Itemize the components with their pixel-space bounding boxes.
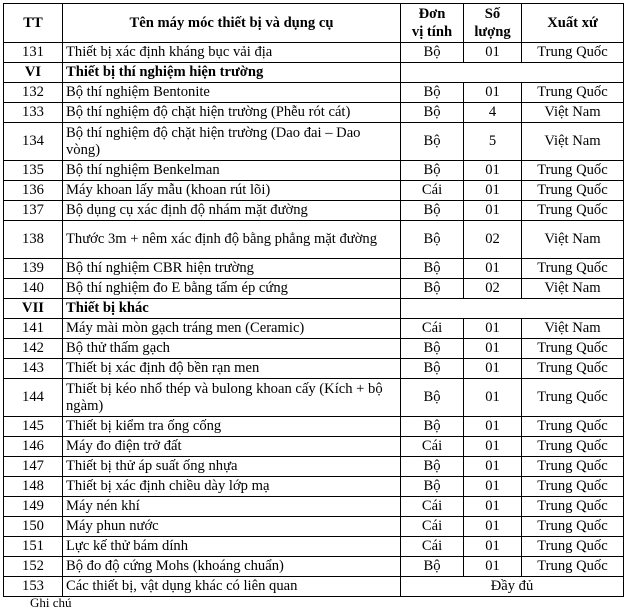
table-row <box>4 379 624 417</box>
cell-origin: Trung Quốc <box>522 379 624 417</box>
table-body <box>4 43 624 597</box>
cell-tt: 143 <box>4 359 63 379</box>
cell-unit: Bộ <box>401 43 464 63</box>
cell-unit: Cái <box>401 497 464 517</box>
cell-qty: 02 <box>464 279 522 299</box>
cell-unit: Bộ <box>401 83 464 103</box>
header-qty <box>464 4 522 43</box>
cell-unit: Bộ <box>401 279 464 299</box>
cell-tt: 150 <box>4 517 63 537</box>
cell-unit: Bộ <box>401 457 464 477</box>
cell-name: Bộ đo độ cứng Mohs (khoáng chuẩn) <box>63 557 401 577</box>
cell-empty <box>401 63 624 83</box>
cell-unit: Bộ <box>401 123 464 161</box>
section-row <box>4 63 624 83</box>
cell-name: Bộ thí nghiệm CBR hiện trường <box>63 259 401 279</box>
cell-origin: Việt Nam <box>522 103 624 123</box>
cell-unit: Cái <box>401 437 464 457</box>
cell-qty: 01 <box>464 43 522 63</box>
cell-unit: Bộ <box>401 359 464 379</box>
cell-origin: Trung Quốc <box>522 557 624 577</box>
header-name: Tên máy móc thiết bị và dụng cụ <box>63 4 401 43</box>
footer-note-fragment: Ghi chú <box>30 595 72 610</box>
cell-origin: Trung Quốc <box>522 339 624 359</box>
cell-origin: Trung Quốc <box>522 537 624 557</box>
table-row <box>4 259 624 279</box>
cell-qty: 01 <box>464 517 522 537</box>
cell-name: Bộ thí nghiệm Bentonite <box>63 83 401 103</box>
cell-tt: 142 <box>4 339 63 359</box>
cell-name: Bộ dụng cụ xác định độ nhám mặt đường <box>63 201 401 221</box>
cell-qty: 02 <box>464 221 522 259</box>
cell-tt: 139 <box>4 259 63 279</box>
cell-unit: Bộ <box>401 557 464 577</box>
cell-unit: Bộ <box>401 103 464 123</box>
cell-qty: 01 <box>464 83 522 103</box>
table-row <box>4 319 624 339</box>
cell-name: Bộ thí nghiệm đo E bằng tấm ép cứng <box>63 279 401 299</box>
table-row <box>4 83 624 103</box>
table-row <box>4 339 624 359</box>
table-row <box>4 181 624 201</box>
cell-tt: VI <box>4 63 63 83</box>
cell-qty: 01 <box>464 319 522 339</box>
header-qty-line1: Số <box>484 6 501 22</box>
cell-tt: 146 <box>4 437 63 457</box>
cell-unit: Bộ <box>401 339 464 359</box>
cell-qty: 01 <box>464 457 522 477</box>
cell-qty: 01 <box>464 339 522 359</box>
cell-qty: 01 <box>464 537 522 557</box>
cell-unit: Cái <box>401 319 464 339</box>
cell-tt: 153 <box>4 577 63 597</box>
equipment-table <box>3 3 624 597</box>
cell-tt: 141 <box>4 319 63 339</box>
cell-tt: 140 <box>4 279 63 299</box>
table-row <box>4 359 624 379</box>
cell-qty: 01 <box>464 417 522 437</box>
cell-qty: 01 <box>464 557 522 577</box>
cell-unit: Bộ <box>401 221 464 259</box>
cell-origin: Việt Nam <box>522 279 624 299</box>
section-title: Thiết bị thí nghiệm hiện trường <box>63 63 401 83</box>
cell-origin: Trung Quốc <box>522 359 624 379</box>
cell-name: Thiết bị thử áp suất ống nhựa <box>63 457 401 477</box>
cell-name: Thiết bị xác định chiều dày lớp mạ <box>63 477 401 497</box>
cell-unit: Cái <box>401 537 464 557</box>
cell-qty: 01 <box>464 181 522 201</box>
cell-tt: 133 <box>4 103 63 123</box>
cell-name: Thiết bị xác định độ bền rạn men <box>63 359 401 379</box>
cell-unit: Bộ <box>401 161 464 181</box>
cell-name: Bộ thí nghiệm độ chặt hiện trường (Phễu rót cát) <box>63 103 401 123</box>
cell-origin: Việt Nam <box>522 123 624 161</box>
cell-tt: 134 <box>4 123 63 161</box>
table-row <box>4 221 624 259</box>
cell-qty: 01 <box>464 379 522 417</box>
cell-name: Thước 3m + nêm xác định độ bằng phẳng mặt đường <box>63 221 401 259</box>
cell-name: Thiết bị xác định kháng bục vải địa <box>63 43 401 63</box>
table-row <box>4 43 624 63</box>
cell-tt: 151 <box>4 537 63 557</box>
cell-origin: Trung Quốc <box>522 201 624 221</box>
cell-tt: 147 <box>4 457 63 477</box>
cell-tt: 135 <box>4 161 63 181</box>
header-origin: Xuất xứ <box>522 4 624 43</box>
table-row <box>4 477 624 497</box>
cell-origin: Việt Nam <box>522 319 624 339</box>
cell-name: Máy mài mòn gạch tráng men (Ceramic) <box>63 319 401 339</box>
table-row <box>4 517 624 537</box>
table-row <box>4 577 624 597</box>
section-row <box>4 299 624 319</box>
cell-origin: Trung Quốc <box>522 259 624 279</box>
cell-tt: 136 <box>4 181 63 201</box>
table-row <box>4 557 624 577</box>
cell-origin: Trung Quốc <box>522 161 624 181</box>
table-row <box>4 103 624 123</box>
cell-name: Máy khoan lấy mẫu (khoan rút lõi) <box>63 181 401 201</box>
cell-tt: 138 <box>4 221 63 259</box>
cell-name: Bộ thí nghiệm độ chặt hiện trường (Dao đai – Dao vòng) <box>63 123 401 161</box>
cell-unit: Cái <box>401 517 464 537</box>
cell-origin: Trung Quốc <box>522 83 624 103</box>
cell-tt: 131 <box>4 43 63 63</box>
header-tt: TT <box>4 4 63 43</box>
cell-name: Thiết bị kéo nhổ thép và bulong khoan cấy (Kích + bộ ngàm) <box>63 379 401 417</box>
cell-tt: 144 <box>4 379 63 417</box>
header-unit-line2: vị tính <box>411 24 453 40</box>
cell-name: Bộ thử thấm gạch <box>63 339 401 359</box>
cell-tt: 132 <box>4 83 63 103</box>
cell-origin: Trung Quốc <box>522 417 624 437</box>
table-row <box>4 123 624 161</box>
header-unit <box>401 4 464 43</box>
cell-tt: 145 <box>4 417 63 437</box>
cell-name: Lực kế thử bám dính <box>63 537 401 557</box>
cell-qty: 01 <box>464 497 522 517</box>
cell-merged-status: Đầy đủ <box>401 577 624 597</box>
cell-origin: Việt Nam <box>522 221 624 259</box>
table-row <box>4 437 624 457</box>
cell-tt: 152 <box>4 557 63 577</box>
table-header-row <box>4 4 624 43</box>
cell-name: Bộ thí nghiệm Benkelman <box>63 161 401 181</box>
table-row <box>4 537 624 557</box>
cell-qty: 01 <box>464 359 522 379</box>
cell-unit: Cái <box>401 181 464 201</box>
table-row <box>4 161 624 181</box>
cell-origin: Trung Quốc <box>522 517 624 537</box>
cell-qty: 4 <box>464 103 522 123</box>
cell-tt: 148 <box>4 477 63 497</box>
table-row <box>4 279 624 299</box>
cell-qty: 01 <box>464 437 522 457</box>
cell-empty <box>401 299 624 319</box>
table-row <box>4 457 624 477</box>
table-row <box>4 497 624 517</box>
header-qty-line2: lượng <box>474 24 511 40</box>
cell-qty: 01 <box>464 259 522 279</box>
cell-unit: Bộ <box>401 201 464 221</box>
cell-origin: Trung Quốc <box>522 181 624 201</box>
cell-origin: Trung Quốc <box>522 43 624 63</box>
cell-tt: 137 <box>4 201 63 221</box>
cell-unit: Bộ <box>401 259 464 279</box>
cell-qty: 01 <box>464 477 522 497</box>
cell-unit: Bộ <box>401 417 464 437</box>
cell-tt: 149 <box>4 497 63 517</box>
cell-name: Thiết bị kiểm tra ống cống <box>63 417 401 437</box>
cell-name: Máy phun nước <box>63 517 401 537</box>
cell-origin: Trung Quốc <box>522 457 624 477</box>
table-row <box>4 201 624 221</box>
cell-origin: Trung Quốc <box>522 477 624 497</box>
cell-name: Máy đo điện trở đất <box>63 437 401 457</box>
cell-name: Các thiết bị, vật dụng khác có liên quan <box>63 577 401 597</box>
cell-qty: 5 <box>464 123 522 161</box>
cell-unit: Bộ <box>401 477 464 497</box>
cell-name: Máy nén khí <box>63 497 401 517</box>
header-unit-line1: Đơn <box>418 6 446 22</box>
section-title: Thiết bị khác <box>63 299 401 319</box>
cell-unit: Bộ <box>401 379 464 417</box>
cell-qty: 01 <box>464 161 522 181</box>
table-row <box>4 417 624 437</box>
cell-origin: Trung Quốc <box>522 497 624 517</box>
cell-tt: VII <box>4 299 63 319</box>
cell-qty: 01 <box>464 201 522 221</box>
cell-origin: Trung Quốc <box>522 437 624 457</box>
